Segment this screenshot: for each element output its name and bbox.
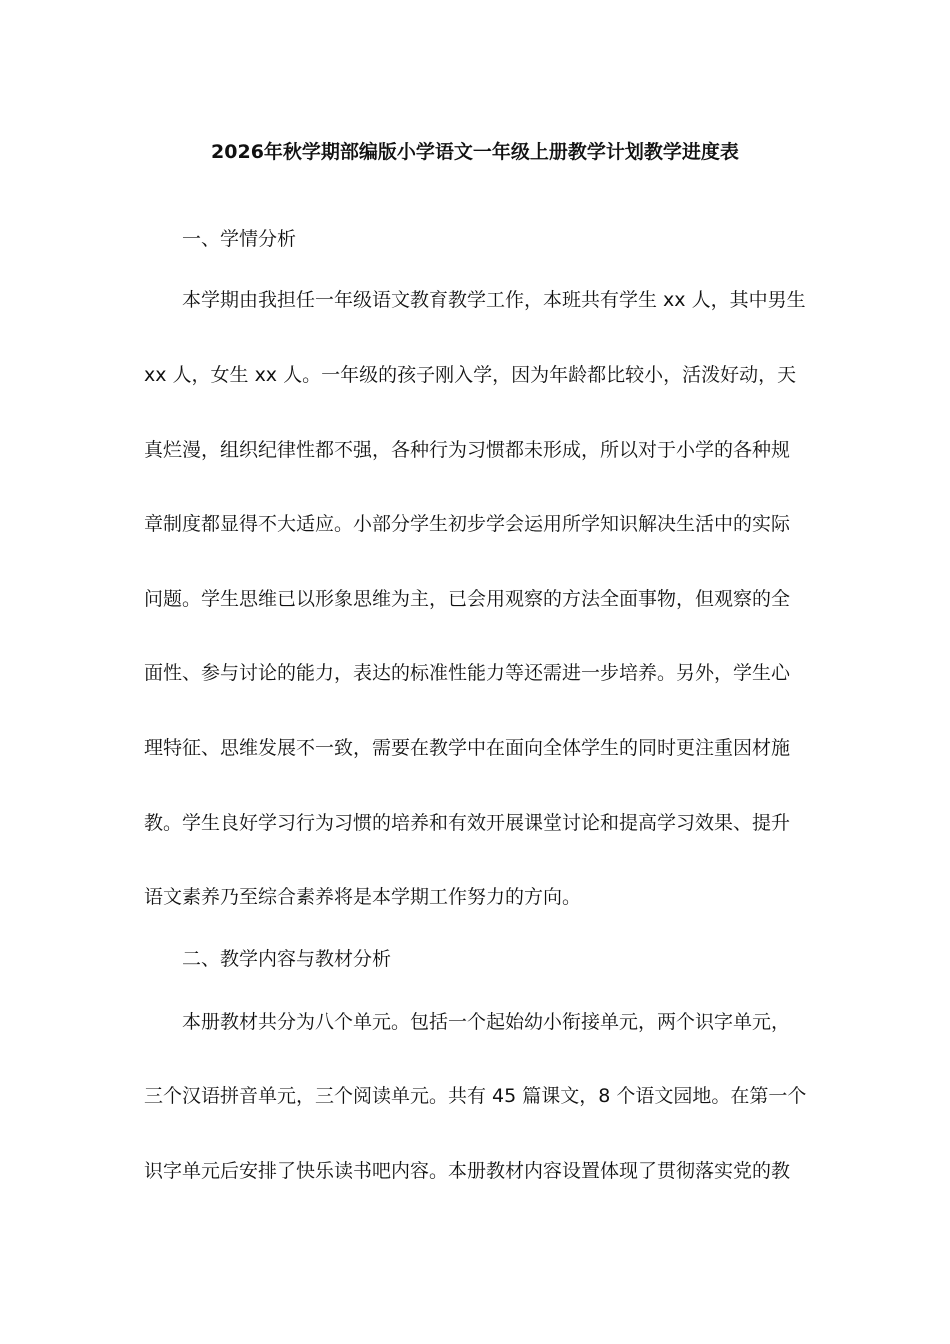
paragraph-line: 问题。学生思维已以形象思维为主，已会用观察的方法全面事物，但观察的全 bbox=[144, 588, 791, 610]
paragraph-line: 章制度都显得不大适应。小部分学生初步学会运用所学知识解决生活中的实际 bbox=[144, 513, 791, 535]
paragraph-line: 真烂漫，组织纪律性都不强，各种行为习惯都未形成，所以对于小学的各种规 bbox=[144, 439, 791, 461]
paragraph-line: 教。学生良好学习行为习惯的培养和有效开展课堂讨论和提高学习效果、提升 bbox=[144, 812, 791, 834]
paragraph-line: 识字单元后安排了快乐读书吧内容。本册教材内容设置体现了贯彻落实党的教 bbox=[144, 1160, 791, 1182]
document-title: 2026年秋学期部编版小学语文一年级上册教学计划教学进度表 bbox=[211, 141, 739, 163]
paragraph-line: 语文素养乃至综合素养将是本学期工作努力的方向。 bbox=[144, 886, 582, 908]
paragraph-line: 理特征、思维发展不一致，需要在教学中在面向全体学生的同时更注重因材施 bbox=[144, 737, 791, 759]
section-heading-teaching-content: 二、教学内容与教材分析 bbox=[182, 948, 392, 970]
section-heading-learning-analysis: 一、学情分析 bbox=[182, 228, 297, 250]
paragraph-line: 面性、参与讨论的能力，表达的标准性能力等还需进一步培养。另外，学生心 bbox=[144, 662, 791, 684]
paragraph-line: 三个汉语拼音单元，三个阅读单元。共有 45 篇课文，8 个语文园地。在第一个 bbox=[144, 1085, 807, 1107]
paragraph-line: xx 人，女生 xx 人。一年级的孩子刚入学，因为年龄都比较小，活泼好动，天 bbox=[144, 364, 797, 386]
paragraph-line: 本学期由我担任一年级语文教育教学工作，本班共有学生 xx 人，其中男生 bbox=[182, 289, 806, 311]
paragraph-line: 本册教材共分为八个单元。包括一个起始幼小衔接单元，两个识字单元， bbox=[182, 1011, 791, 1033]
